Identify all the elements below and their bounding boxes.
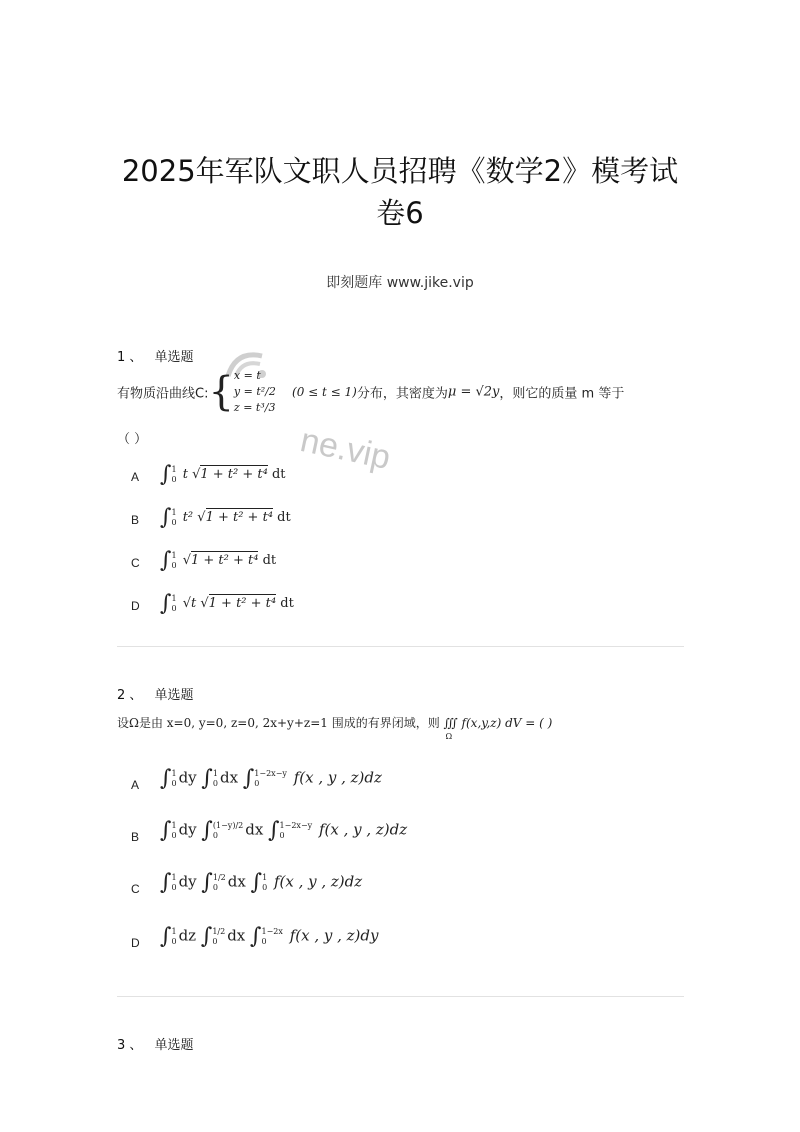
integral-sign: ∫ [160, 591, 172, 616]
q1-option-a-label[interactable]: A [131, 470, 140, 484]
system-eq-2: y = t²/2 [233, 385, 276, 398]
q1-option-d[interactable]: ∫1 0 √t √1 + t² + t⁴ dt [160, 591, 294, 616]
question-divider [117, 646, 684, 647]
integral-limits: 1 0 [171, 507, 177, 527]
integral-limits: 1 0 [171, 593, 177, 613]
limits-1: 1 0 [171, 820, 177, 840]
question-type: 单选题 [154, 1038, 194, 1053]
question-number: 1 、 [117, 350, 143, 365]
stem-middle: 分布，其密度为 [356, 386, 448, 402]
q1-option-b[interactable]: ∫1 0 t² √1 + t² + t⁴ dt [160, 505, 291, 530]
q2-option-d[interactable]: ∫1 0 dz ∫1/2 0 dx ∫1−2x 0 f(x , y , z)dy [160, 924, 379, 949]
integrand: f(x , y , z)dz [293, 768, 382, 787]
integrand: f(x , y , z)dy [289, 926, 379, 945]
document-subtitle: 即刻题库 www.jike.vip [326, 275, 474, 291]
integral-limits: 1 0 [171, 550, 177, 570]
q1-option-d-label[interactable]: D [131, 599, 140, 613]
question-number: 3 、 [117, 1038, 143, 1053]
question-1-stem [117, 368, 697, 416]
question-type: 单选题 [154, 688, 194, 703]
system-eq-3: z = t³/3 [233, 401, 276, 414]
question-number: 2 、 [117, 688, 143, 703]
limits-2: (1−y)/2 0 [212, 820, 244, 840]
radicand: 1 + t² + t⁴ [200, 467, 268, 482]
parametric-system [234, 368, 276, 416]
diff-2: dx [245, 820, 264, 839]
integral-sign: ∫ [160, 462, 172, 487]
question-2-stem [117, 714, 692, 741]
stem-integral-group [443, 716, 553, 741]
integrand: f(x , y , z)dz [273, 872, 363, 891]
q2-option-d-label[interactable]: D [131, 936, 140, 950]
stem-prefix: 有物质沿曲线C: [117, 386, 209, 402]
density-expr: μ = √2y [447, 384, 500, 400]
limits-3: 1−2x−y 0 [279, 820, 313, 840]
stem-suffix: ，则它的质量 m 等于 [499, 386, 625, 402]
q2-option-b[interactable]: ∫1 0 dy ∫(1−y)/2 0 dx ∫1−2x−y 0 f(x , y , z)dz [160, 818, 408, 843]
integral-sign: ∫ [160, 548, 172, 573]
q2-option-c[interactable]: ∫1 0 dy ∫1/2 0 dx ∫1 0 f(x , y , z)dz [160, 870, 363, 895]
differential: dt [280, 596, 294, 611]
system-eq-1: x = t [233, 369, 261, 382]
radicand: 1 + t² + t⁴ [191, 553, 259, 568]
integral-limits: 1 0 [171, 464, 177, 484]
differential: dt [271, 467, 286, 482]
q2-option-a-label[interactable]: A [131, 778, 140, 792]
q2-option-c-label[interactable]: C [131, 882, 140, 896]
differential: dt [262, 553, 277, 568]
diff-1: dy [178, 820, 197, 839]
diff-2: dx [227, 872, 246, 891]
diff-1: dy [178, 768, 197, 787]
stem-integral: ∭ f(x,y,z) dV = ( ) [443, 716, 553, 730]
system-brace: { [208, 369, 234, 415]
limits-2: 1/2 0 [212, 872, 226, 892]
q1-option-a[interactable]: ∫1 0 t √1 + t² + t⁴ dt [160, 462, 286, 487]
stem-text: 设Ω是由 x=0, y=0, z=0, 2x+y+z=1 围成的有界闭域，则 [117, 716, 440, 730]
integrand-prefix: t [182, 467, 188, 482]
diff-1: dy [178, 872, 197, 891]
limits-1: 1 0 [171, 872, 177, 892]
differential: dt [277, 510, 291, 525]
limits-3: 1 0 [262, 872, 268, 892]
q2-option-a[interactable]: ∫1 0 dy ∫1 0 dx ∫1−2x−y 0 f(x , y , z)dz [160, 766, 382, 791]
q1-option-c-label[interactable]: C [131, 556, 140, 570]
question-1-paren: （ ） [117, 432, 148, 447]
question-3-header [117, 1034, 194, 1053]
limits-2: 1 0 [212, 768, 218, 788]
limits-3: 1−2x 0 [261, 926, 283, 946]
limits-1: 1 0 [171, 768, 177, 788]
diff-1: dz [178, 926, 197, 945]
q1-option-c[interactable]: ∫1 0 √1 + t² + t⁴ dt [160, 548, 277, 573]
stem-region: Ω [445, 732, 453, 741]
question-type: 单选题 [154, 350, 194, 365]
integral-sign: ∫ [160, 505, 172, 530]
integrand-prefix: √t [182, 596, 197, 611]
radicand: 1 + t² + t⁴ [208, 596, 277, 611]
param-range: (0 ≤ t ≤ 1) [292, 385, 357, 399]
watermark-text: ne.vip [297, 420, 394, 478]
question-2-header [117, 684, 194, 703]
q1-option-b-label[interactable]: B [131, 513, 140, 527]
limits-1: 1 0 [171, 926, 177, 946]
integrand: f(x , y , z)dz [318, 820, 408, 839]
title-line-2: 卷6 [376, 196, 424, 230]
integrand-prefix: t² [182, 510, 194, 525]
diff-2: dx [219, 768, 239, 787]
radicand: 1 + t² + t⁴ [205, 510, 274, 525]
diff-2: dx [227, 926, 246, 945]
q2-option-b-label[interactable]: B [131, 830, 140, 844]
document-title [100, 150, 700, 234]
question-1-header [117, 346, 194, 365]
question-divider [117, 996, 684, 997]
title-line-1: 2025年军队文职人员招聘《数学2》模考试 [121, 154, 679, 188]
limits-3: 1−2x−y 0 [254, 768, 287, 788]
limits-2: 1/2 0 [212, 926, 226, 946]
